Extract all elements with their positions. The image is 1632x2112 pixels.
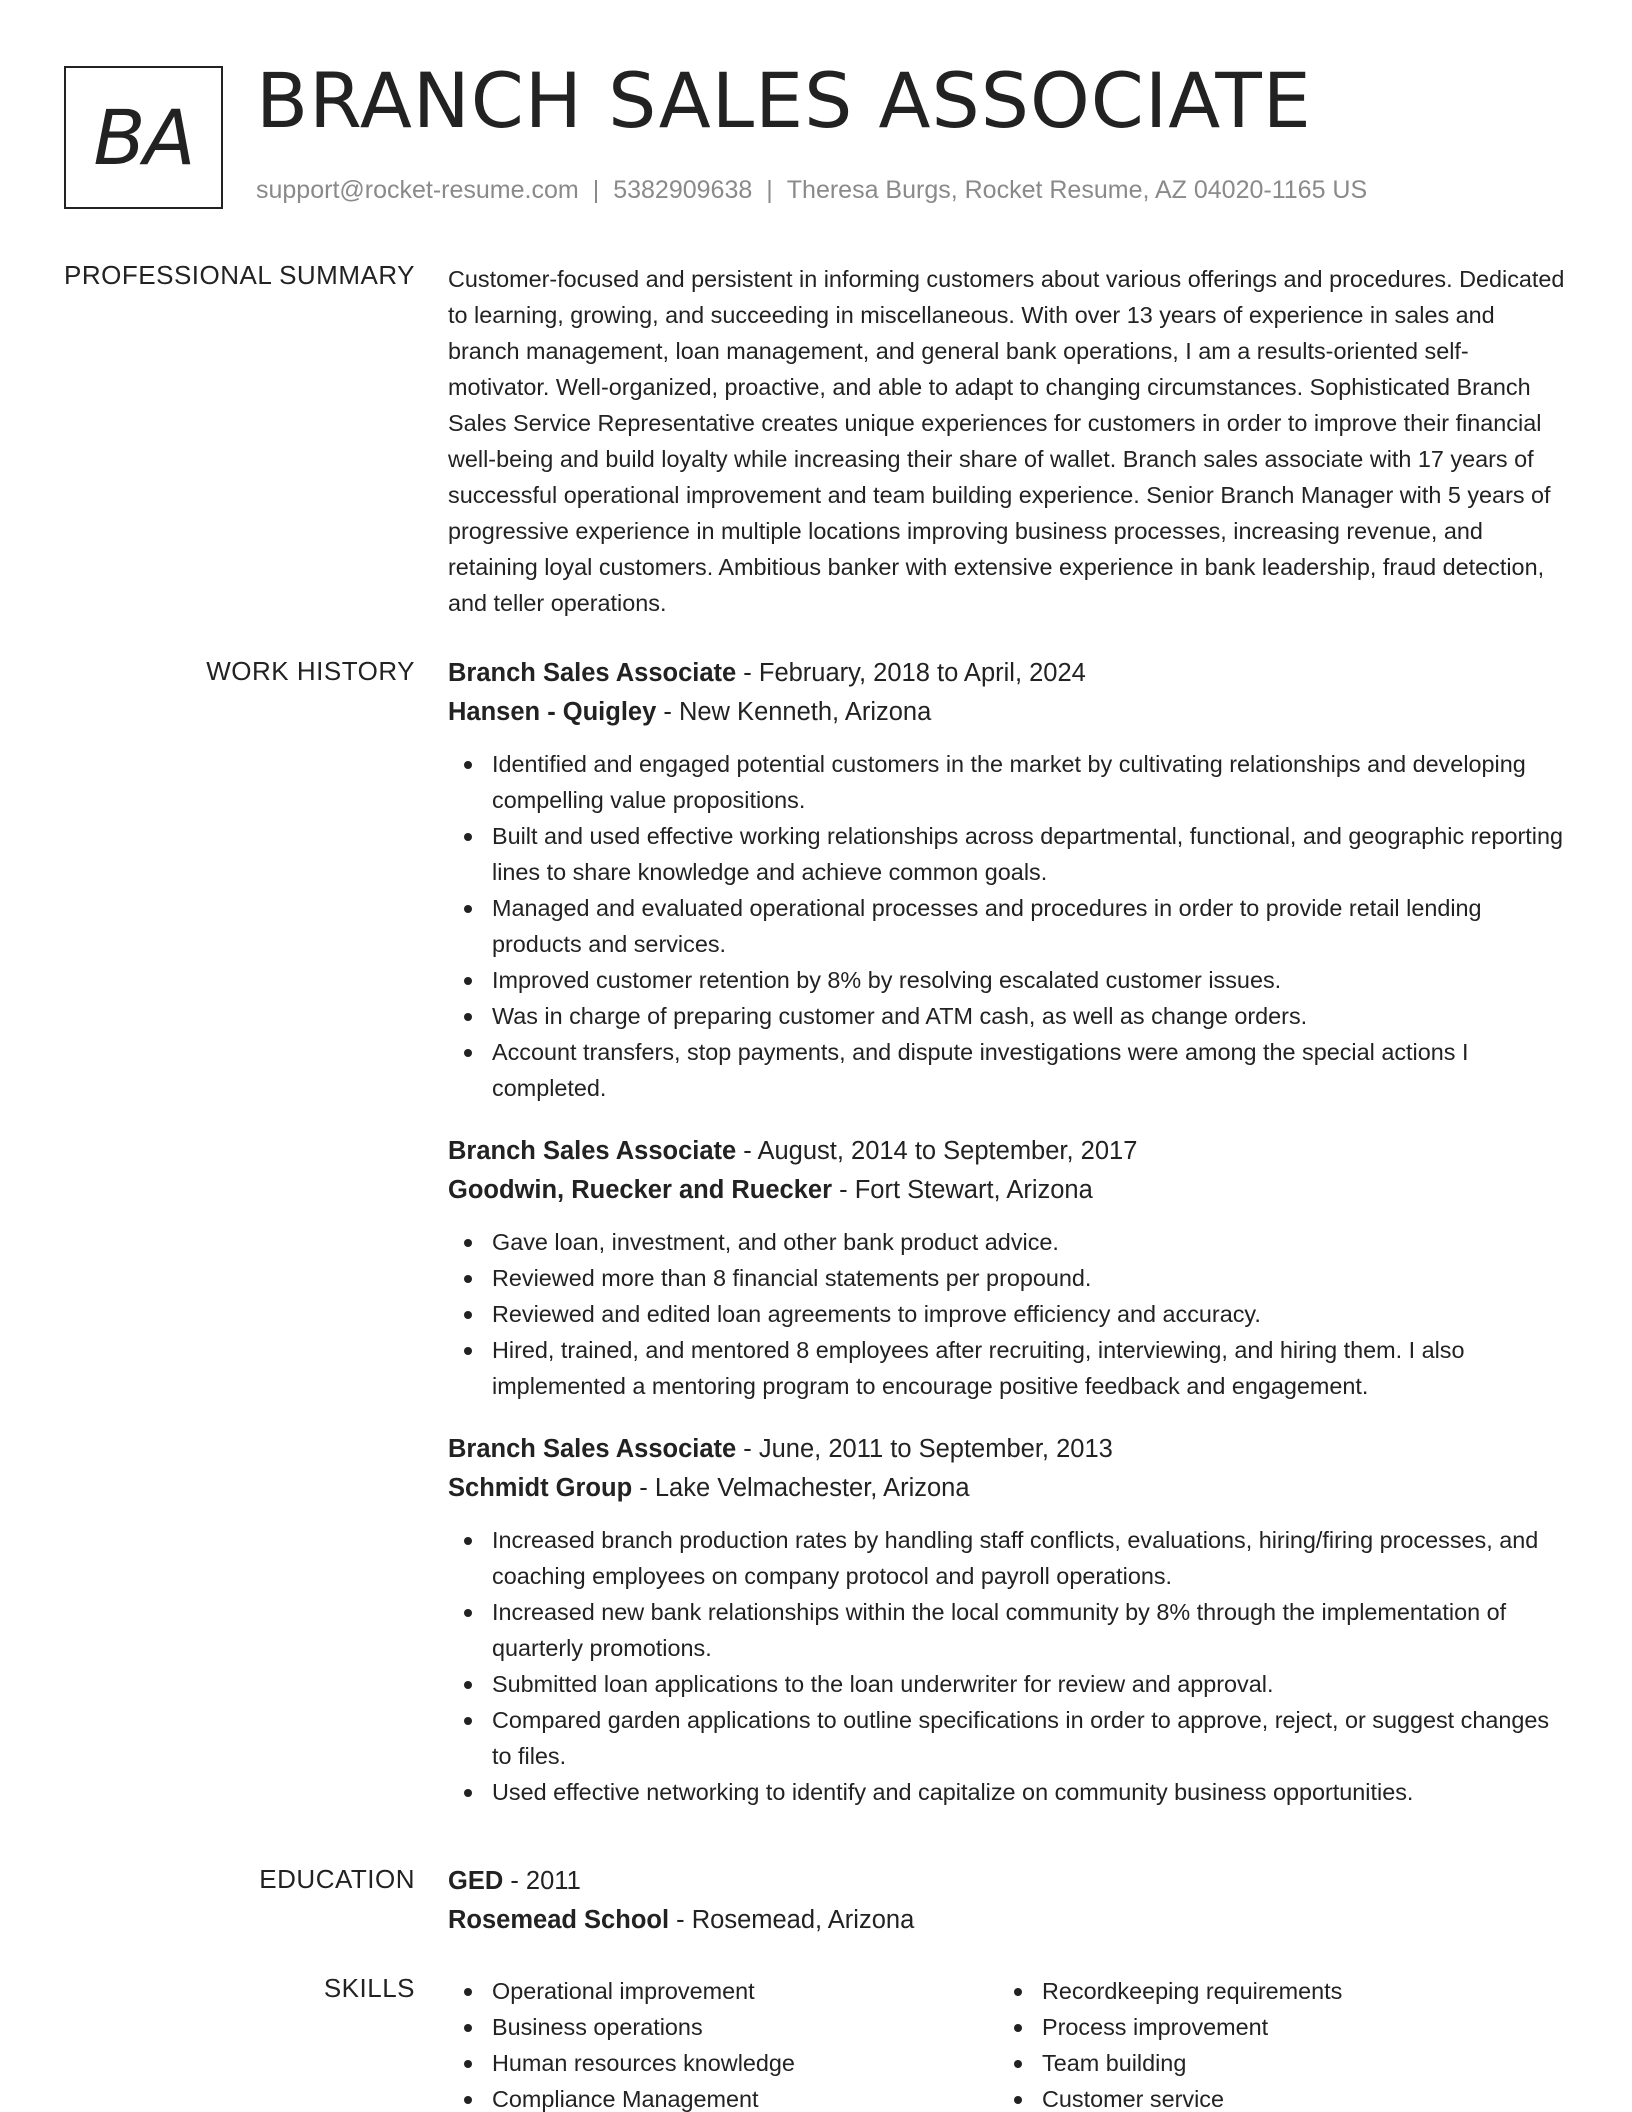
contact-address: Theresa Burgs, Rocket Resume, AZ 04020-1165 US	[786, 176, 1368, 204]
job-title-line	[448, 1132, 1570, 1171]
job-entry	[448, 1132, 1570, 1404]
job-bullets	[448, 1522, 1570, 1810]
job-bullets	[448, 1224, 1570, 1404]
list-item: Identified and engaged potential customers in the market by cultivating relationships and developing compelling value propositions.	[448, 746, 1570, 818]
skill-item: Process improvement	[998, 2009, 1548, 2045]
list-item: Built and used effective working relationships across departmental, functional, and geographic reporting lines to share knowledge and achieve common goals.	[448, 818, 1570, 890]
skills-columns	[448, 1973, 1570, 2112]
skills-list-right	[998, 1973, 1548, 2112]
skill-item: Recordkeeping requirements	[998, 1973, 1548, 2009]
job-title-line	[448, 1430, 1570, 1469]
job-company: Goodwin, Ruecker and Ruecker	[448, 1176, 833, 1204]
section-label-education: EDUCATION	[259, 1864, 415, 1894]
job-entry	[448, 1430, 1570, 1810]
skill-item: Customer service	[998, 2081, 1548, 2112]
list-item: Reviewed more than 8 financial statements per propound.	[448, 1260, 1570, 1296]
job-location: - New Kenneth, Arizona	[656, 698, 932, 726]
job-location: - Fort Stewart, Arizona	[832, 1176, 1093, 1204]
job-title: Branch Sales Associate	[448, 659, 737, 687]
list-item: Gave loan, investment, and other bank product advice.	[448, 1224, 1570, 1260]
skill-item: Human resources knowledge	[448, 2045, 998, 2081]
job-location: - Lake Velmachester, Arizona	[632, 1474, 970, 1502]
contact-line	[256, 176, 1367, 205]
monogram-logo: BA	[64, 66, 223, 209]
list-item: Hired, trained, and mentored 8 employees after recruiting, interviewing, and hiring them. I also implemented a mentoring program to encourage positive feedback and engagement.	[448, 1332, 1570, 1404]
job-bullets	[448, 746, 1570, 1106]
list-item: Was in charge of preparing customer and ATM cash, as well as change orders.	[448, 998, 1570, 1034]
list-item: Improved customer retention by 8% by resolving escalated customer issues.	[448, 962, 1570, 998]
job-list	[448, 654, 1570, 1810]
list-item: Managed and evaluated operational processes and procedures in order to provide retail lending products and services.	[448, 890, 1570, 962]
skill-item: Business operations	[448, 2009, 998, 2045]
job-entry	[448, 654, 1570, 1106]
job-org-line	[448, 1469, 1570, 1508]
section-label-work: WORK HISTORY	[206, 656, 415, 686]
list-item: Submitted loan applications to the loan underwriter for review and approval.	[448, 1666, 1570, 1702]
job-dates: - February, 2018 to April, 2024	[736, 659, 1086, 687]
job-company: Schmidt Group	[448, 1474, 633, 1502]
job-title: Branch Sales Associate	[448, 1435, 737, 1463]
job-dates: - August, 2014 to September, 2017	[736, 1137, 1138, 1165]
job-title: Branch Sales Associate	[448, 1137, 737, 1165]
section-label-summary: PROFESSIONAL SUMMARY	[64, 260, 415, 290]
skill-item: Operational improvement	[448, 1973, 998, 2009]
contact-separator: |	[766, 176, 773, 204]
list-item: Account transfers, stop payments, and dispute investigations were among the special actions I completed.	[448, 1034, 1570, 1106]
job-org-line	[448, 1171, 1570, 1210]
summary-text: Customer-focused and persistent in informing customers about various offerings and procedures. Dedicated to learning, growing, and succeeding in miscellaneous. With over 13 years of experience in sales and branch management, loan management, and general bank operations, I am a results-oriented self-motivator. Well-organized, proactive, and able to adapt to changing circumstances. Sophisticated Branch Sales Service Representative creates unique experiences for customers in order to improve their financial well-being and build loyalty while increasing their share of wallet. Branch sales associate with 17 years of successful operational improvement and team building experience. Senior Branch Manager with 5 years of progressive experience in multiple locations improving business processes, increasing revenue, and retaining loyal customers. Ambitious banker with extensive experience in bank leadership, fraud detection, and teller operations.	[448, 266, 1565, 616]
job-dates: - June, 2011 to September, 2013	[736, 1435, 1113, 1463]
resume-title: BRANCH SALES ASSOCIATE	[256, 56, 1312, 145]
job-org-line	[448, 693, 1570, 732]
education-degree: GED	[448, 1867, 504, 1895]
skill-item: Compliance Management	[448, 2081, 998, 2112]
skills-list-left	[448, 1973, 998, 2112]
list-item: Reviewed and edited loan agreements to improve efficiency and accuracy.	[448, 1296, 1570, 1332]
contact-email[interactable]: support@rocket-resume.com	[256, 176, 579, 204]
contact-separator: |	[592, 176, 600, 204]
skill-item: Team building	[998, 2045, 1548, 2081]
education-school: Rosemead School	[448, 1906, 670, 1934]
section-label-skills: SKILLS	[323, 1973, 415, 2003]
resume-header	[0, 0, 1632, 230]
list-item: Increased new bank relationships within the local community by 8% through the implementation of quarterly promotions.	[448, 1594, 1570, 1666]
education-degree-line	[448, 1862, 1570, 1901]
list-item: Used effective networking to identify and capitalize on community business opportunities.	[448, 1774, 1570, 1810]
list-item: Increased branch production rates by handling staff conflicts, evaluations, hiring/firing processes, and coaching employees on company protocol and payroll operations.	[448, 1522, 1570, 1594]
job-title-line	[448, 654, 1570, 693]
education-year: - 2011	[503, 1867, 581, 1895]
job-company: Hansen - Quigley	[448, 698, 657, 726]
contact-phone[interactable]: 5382909638	[613, 176, 753, 204]
education-location: - Rosemead, Arizona	[669, 1906, 915, 1934]
list-item: Compared garden applications to outline specifications in order to approve, reject, or suggest changes to files.	[448, 1702, 1570, 1774]
education-school-line	[448, 1901, 1570, 1940]
